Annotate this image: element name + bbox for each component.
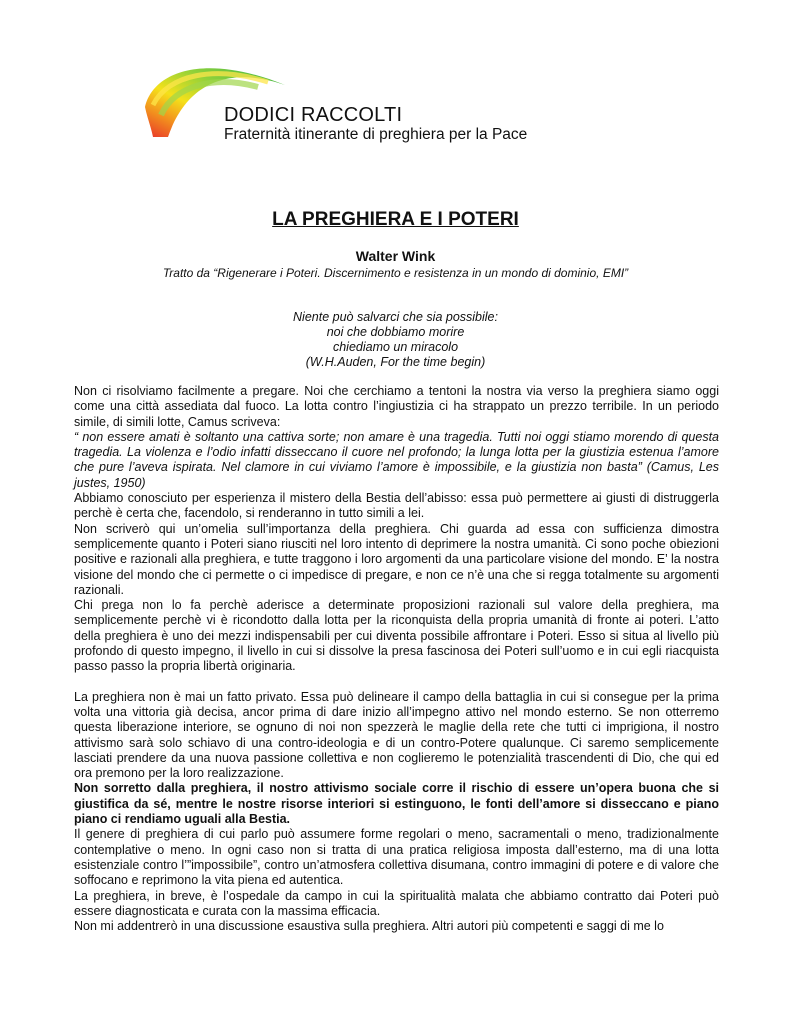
epigraph: [0, 310, 791, 370]
epigraph-line: Niente può salvarci che sia possibile:: [293, 310, 498, 324]
paragraph: Non ci risolviamo facilmente a pregare. Noi che cerchiamo a tentoni la nostra via verso la preghiera siamo oggi come una città assediata dal fuoco. La lotta contro l’ingiustizia ci ha strappato un prezzo terribile. In un periodo simile, di simili lotte, Camus scriveva:: [74, 384, 719, 429]
paragraph: Non scriverò qui un’omelia sull’importanza della preghiera. Chi guarda ad essa con sufficienza dimostra semplicemente quanto i Poteri siano riusciti nel loro intento di deprimere la nostra umanità. Ci sono poche obiezioni positive e razionali alla preghiera, e tutte traggono i loro argomenti da una particolare visione del mondo. E’ la nostra visione del mondo che ci permette o ci impedisce di pregare, e non ce n’è una che si regga totalmente su argomenti razionali.: [74, 521, 719, 597]
paragraph: Il genere di preghiera di cui parlo può assumere forme regolari o meno, sacramentali o meno, tradizionalmente contemplative o meno. In ogni caso non si tratta di una pratica religiosa imposta dall’esterno, ma di una lotta esistenziale contro l’”impossibile”, contro un’atmosfera collettiva disumana, contro immagini di potere e di valore che soffocano e reprimono la vita piena ed autentica.: [74, 827, 719, 888]
article-source: Tratto da “Rigenerare i Poteri. Discernimento e resistenza in un mondo di dominio, EMI”: [162, 266, 629, 280]
epigraph-line: noi che dobbiamo morire: [326, 325, 465, 339]
article-body: [74, 384, 719, 934]
paragraph: La preghiera non è mai un fatto privato. Essa può delineare il campo della battaglia in cui si consegue per la prima volta una vittoria già decisa, ancor prima di dare inizio all’impegno attivo nel mondo esterno. Se non otterremo questa liberazione interiore, se ognuno di noi non spezzerà le maglie della rete che tutti ci imprigiona, il nostro attivismo sarà solo schiavo di una contro-ideologia e di un contro-Potere qualunque. Ci saremo semplicemente lasciati prendere da una nuova passione collettiva e non coglieremo le potenzialità trascendenti di Dio, che qui ed ora premono per la loro realizzazione.: [74, 689, 719, 781]
epigraph-attribution: (W.H.Auden, For the time begin): [305, 355, 486, 369]
paragraph: Chi prega non lo fa perchè aderisce a determinate proposizioni razionali sul valore della preghiera, ma semplicemente perchè vi è ricondotto dalla lotta per la riconquista della propria umanità di fronte ai poteri. L’atto della preghiera è uno dei mezzi indispensabili per cui diventa possibile affrontare i Poteri. Esso si situa al livello più profondo di questo impegno, il livello in cui si dissolve la presa fascinosa dei Poteri sull’uomo e in cui egli riacquista passo passo la propria libertà originaria.: [74, 598, 719, 674]
article-author: Walter Wink: [355, 248, 436, 264]
paragraph: La preghiera, in breve, è l’ospedale da campo in cui la spiritualità malata che abbiamo contratto dai Poteri può essere diagnosticata e curata con la massima efficacia.: [74, 888, 719, 918]
highlight-paragraph: Non sorretto dalla preghiera, il nostro attivismo sociale corre il rischio di essere un’opera buona che si giustifica da sé, mentre le nostre risorse interiori si estinguono, le fonti dell’amore si disseccano e piano piano ci rendiamo uguali alla Bestia.: [74, 781, 719, 827]
epigraph-line: chiediamo un miracolo: [332, 340, 459, 354]
paragraph: Non mi addentrerò in una discussione esaustiva sulla preghiera. Altri autori più competenti e saggi di me lo: [74, 919, 664, 934]
camus-quote: “ non essere amati è soltanto una cattiva sorte; non amare è una tragedia. Tutti noi oggi stiamo morendo di questa tragedia. La violenza e l’odio infatti disseccano il cuore nel profondo; la lunga lotta per la giustizia estenua l’amore che pure l’aveva ispirata. Nel clamore in cui viviamo l’amore è impossibile, e la giustizia non basta” (Camus, Les justes, 1950): [74, 429, 719, 490]
article-title: LA PREGHIERA E I POTERI: [272, 209, 519, 230]
org-subtitle: Fraternità itinerante di preghiera per la Pace: [224, 126, 528, 143]
org-name: DODICI RACCOLTI: [224, 104, 403, 126]
paragraph: Abbiamo conosciuto per esperienza il mistero della Bestia dell’abisso: essa può permettere ai giusti di distruggerla perchè è certa che, facendolo, si renderanno in tutto simili a lei.: [74, 491, 719, 521]
